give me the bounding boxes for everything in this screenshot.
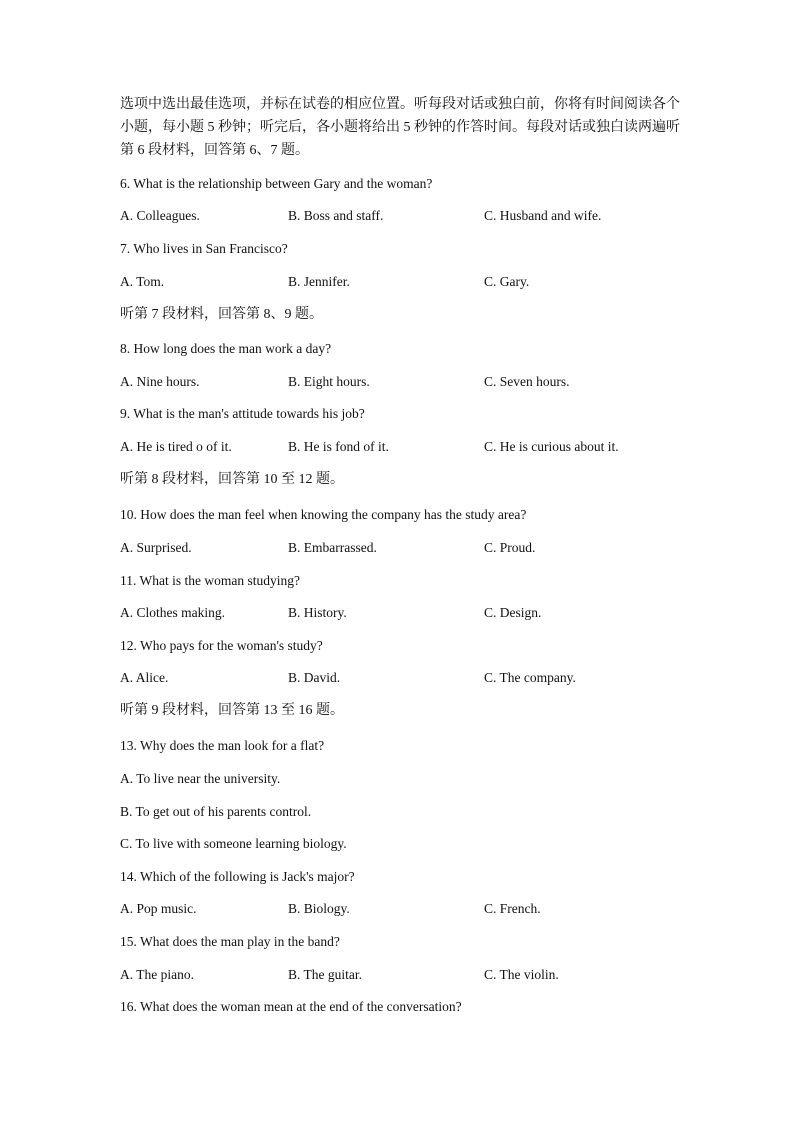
- q11-option-a: A. Clothes making.: [120, 605, 225, 620]
- q11-option-b: B. History.: [288, 605, 347, 620]
- section-7-heading: 听第 7 段材料，回答第 8、9 题。: [120, 307, 323, 322]
- q15-option-b: B. The guitar.: [288, 967, 362, 982]
- q6-option-c: C. Husband and wife.: [484, 208, 602, 223]
- question-9: 9. What is the man's attitude towards his job?: [120, 406, 365, 421]
- q14-option-a: A. Pop music.: [120, 901, 197, 916]
- q13-option-c: C. To live with someone learning biology.: [120, 836, 347, 851]
- q8-option-c: C. Seven hours.: [484, 374, 570, 389]
- q9-option-b: B. He is fond of it.: [288, 439, 389, 454]
- question-8: 8. How long does the man work a day?: [120, 341, 332, 356]
- q8-option-a: A. Nine hours.: [120, 374, 200, 389]
- q7-option-b: B. Jennifer.: [288, 274, 350, 289]
- q15-option-c: C. The violin.: [484, 967, 559, 982]
- question-16: 16. What does the woman mean at the end of the conversation?: [120, 999, 462, 1014]
- q10-option-b: B. Embarrassed.: [288, 540, 377, 555]
- q10-option-c: C. Proud.: [484, 540, 536, 555]
- q12-option-b: B. David.: [288, 670, 341, 685]
- question-7: 7. Who lives in San Francisco?: [120, 241, 288, 256]
- question-15: 15. What does the man play in the band?: [120, 934, 340, 949]
- q8-option-b: B. Eight hours.: [288, 374, 370, 389]
- q12-option-c: C. The company.: [484, 670, 576, 685]
- q13-option-a: A. To live near the university.: [120, 771, 281, 786]
- q10-option-a: A. Surprised.: [120, 540, 192, 555]
- q6-option-b: B. Boss and staff.: [288, 208, 384, 223]
- question-10: 10. How does the man feel when knowing the company has the study area?: [120, 507, 527, 522]
- q7-option-a: A. Tom.: [120, 274, 165, 289]
- q9-option-c: C. He is curious about it.: [484, 439, 619, 454]
- q15-option-a: A. The piano.: [120, 967, 194, 982]
- q6-option-a: A. Colleagues.: [120, 208, 200, 223]
- q13-option-b: B. To get out of his parents control.: [120, 804, 312, 819]
- q12-option-a: A. Alice.: [120, 670, 169, 685]
- section-8-heading: 听第 8 段材料，回答第 10 至 12 题。: [120, 472, 344, 487]
- question-11: 11. What is the woman studying?: [120, 573, 300, 588]
- question-12: 12. Who pays for the woman's study?: [120, 638, 323, 653]
- section-instructions: 选项中选出最佳选项，并标在试卷的相应位置。听每段对话或独白前，你将有时间阅读各个小题，每小题 5 秒钟；听完后，各小题将给出 5 秒钟的作答时间。每段对话或独白读两遍听第 6 段材料，回答第 6、7 题。: [120, 97, 680, 158]
- q14-option-c: C. French.: [484, 901, 541, 916]
- q14-option-b: B. Biology.: [288, 901, 350, 916]
- question-13: 13. Why does the man look for a flat?: [120, 738, 325, 753]
- q9-option-a: A. He is tired o of it.: [120, 439, 232, 454]
- q11-option-c: C. Design.: [484, 605, 542, 620]
- q7-option-c: C. Gary.: [484, 274, 530, 289]
- question-14: 14. Which of the following is Jack's major?: [120, 869, 355, 884]
- section-9-heading: 听第 9 段材料，回答第 13 至 16 题。: [120, 703, 344, 718]
- question-6: 6. What is the relationship between Gary and the woman?: [120, 176, 433, 191]
